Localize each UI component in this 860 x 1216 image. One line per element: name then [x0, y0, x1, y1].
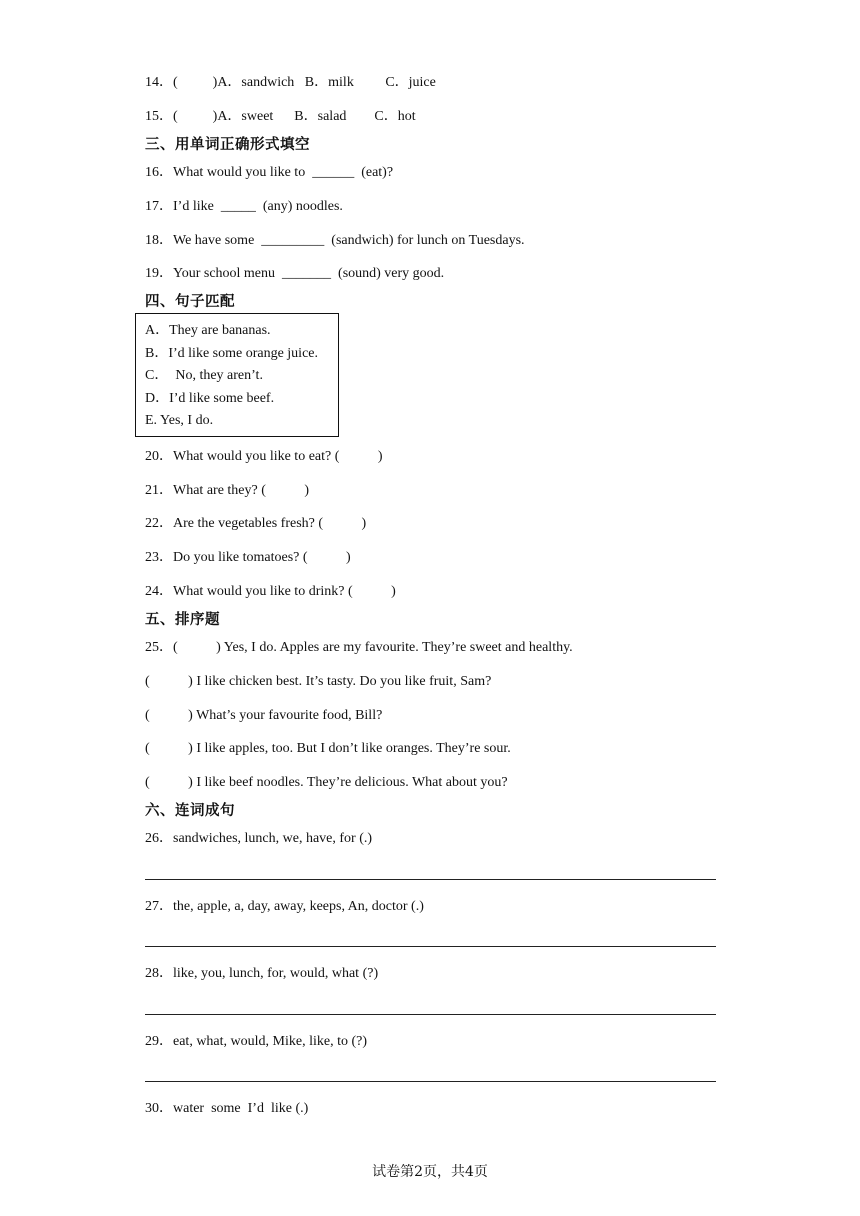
section-heading-5: 五、排序题 — [145, 612, 220, 628]
page-footer: 试卷第2页，共4页 — [372, 1164, 488, 1180]
option-d: D．I’d like some beef. — [145, 390, 275, 406]
question-20: 20．What would you like to eat? ( ) — [145, 449, 383, 464]
options-box — [135, 313, 339, 437]
question-15: 15．( )A．sweet B．salad C．hot — [145, 109, 416, 124]
answer-line-28[interactable] — [145, 1014, 716, 1015]
answer-line-26[interactable] — [145, 879, 716, 880]
option-e: E. Yes, I do. — [145, 413, 214, 429]
question-26: 26．sandwiches, lunch, we, have, for (.) — [145, 831, 373, 846]
sort-item-5: ( ) I like beef noodles. They’re delicious. What about you? — [145, 775, 508, 790]
question-14: 14．( )A．sandwich B．milk C．juice — [145, 75, 436, 90]
sort-item-2: ( ) I like chicken best. It’s tasty. Do you like fruit, Sam? — [145, 674, 492, 689]
section-heading-3: 三、用单词正确形式填空 — [145, 137, 310, 153]
question-30: 30．water some I’d like (.) — [145, 1101, 309, 1116]
question-28: 28．like, you, lunch, for, would, what (?) — [145, 966, 379, 981]
question-23: 23．Do you like tomatoes? ( ) — [145, 550, 351, 565]
question-16: 16．What would you like to ______ (eat)? — [145, 165, 394, 180]
question-25: 25．( ) Yes, I do. Apples are my favourite. They’re sweet and healthy. — [145, 640, 573, 655]
question-22: 22．Are the vegetables fresh? ( ) — [145, 516, 367, 531]
question-29: 29．eat, what, would, Mike, like, to (?) — [145, 1034, 368, 1049]
question-27: 27．the, apple, a, day, away, keeps, An, doctor (.) — [145, 899, 424, 914]
sort-item-4: ( ) I like apples, too. But I don’t like oranges. They’re sour. — [145, 741, 511, 756]
answer-line-27[interactable] — [145, 946, 716, 947]
question-21: 21．What are they? ( ) — [145, 483, 310, 498]
option-a: A．They are bananas. — [145, 323, 271, 338]
section-heading-4: 四、句子匹配 — [145, 294, 235, 310]
question-24: 24．What would you like to drink? ( ) — [145, 584, 396, 599]
answer-line-29[interactable] — [145, 1081, 716, 1082]
option-b: B．I’d like some orange juice. — [145, 345, 319, 361]
sort-item-3: ( ) What’s your favourite food, Bill? — [145, 708, 383, 723]
question-17: 17．I’d like _____ (any) noodles. — [145, 199, 343, 214]
option-c: C． No, they aren’t. — [145, 368, 263, 384]
question-19: 19．Your school menu _______ (sound) very good. — [145, 266, 445, 281]
section-heading-6: 六、连词成句 — [145, 803, 235, 819]
question-18: 18．We have some _________ (sandwich) for lunch on Tuesdays. — [145, 233, 525, 248]
